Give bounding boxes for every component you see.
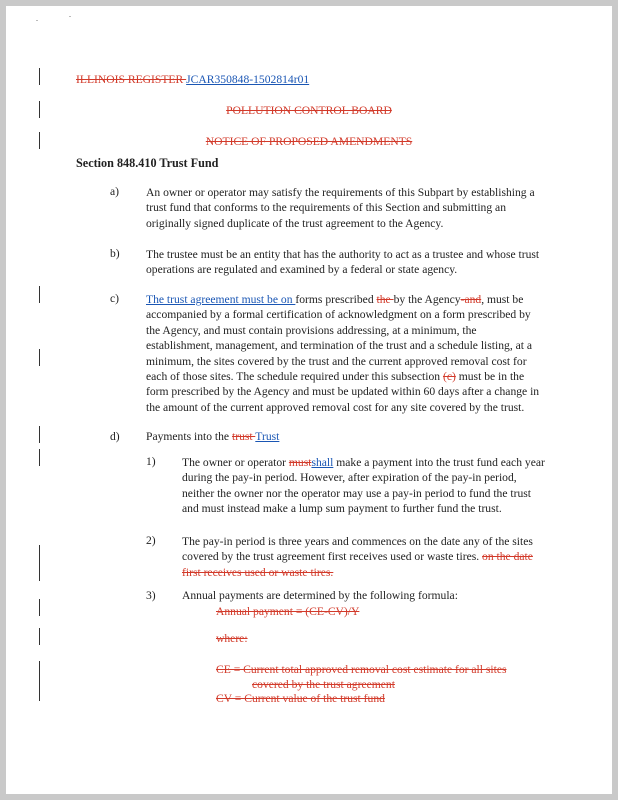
inserted-text: shall [311,456,334,469]
change-bar [39,449,40,466]
section-title: Section 848.410 Trust Fund [76,156,219,170]
change-bar [39,426,40,443]
formula-where: where: [216,632,248,645]
deleted-text: trust [231,430,256,443]
scan-speck [36,20,38,21]
deleted-text: must [288,456,312,469]
board-name: POLLUTION CONTROL BOARD [226,104,392,117]
text-run: make a payment into the trust fund each year during the pay-in period. However, after expiration of the pay-in period, neither the owner nor the operator may use a pay-in period to fund the trust and must instead make a lump sum payment to further fund the trust. [182,456,545,516]
change-bar [39,628,40,645]
text-run: , must be accompanied by a formal certification of acknowledgment on a form prescribed by the Agency, and must contain provisions addressing, at a minimum, the establishment, management, and termination of the trust and a schedule listing, at a minimum, the sites covered by the trust and the current approved removal cost for each of those sites. The schedule required under this subsection [146,293,533,384]
deleted-text: on the date first receives used or waste tires. [182,550,533,579]
subitem-text-3: Annual payments are determined by the following formula: [182,589,458,602]
subitem-text-1 [182,455,548,517]
deleted-text: the [376,293,394,306]
formula-ce-continued: covered by the trust agreement [252,678,395,691]
item-text-a: An owner or operator may satisfy the requirements of this Subpart by establishing a trust fund that conforms to the requirements of this Section and submitting an originally signed duplicate of the trust agreement to the Agency. [146,186,535,230]
item-label-b: b) [110,247,120,260]
item-text-d [146,430,279,443]
subitem-label-3: 3) [146,589,156,602]
document-page [6,6,612,794]
item-label-a: a) [110,185,120,198]
board-name-wrap [6,104,612,117]
change-bar [39,286,40,303]
subitem-label-2: 2) [146,534,156,547]
inserted-text: The trust agreement must be on [146,293,296,306]
text-run: The pay-in period is three years and commences on the date any of the sites covered by the trust agreement first receives used or waste tires. [182,535,533,564]
notice-title-wrap [6,135,612,148]
text-run: The owner or operator [182,456,289,469]
subitem-text-2 [182,534,548,580]
formula-cv: CV = Current value of the trust fund [216,692,385,705]
text-run: Payments into the [146,430,232,443]
inserted-text: Trust [255,430,280,443]
change-bar [39,349,40,366]
change-bar [39,661,40,701]
register-header [76,73,309,86]
subitem-label-1: 1) [146,455,156,468]
item-text-c [146,292,546,415]
register-name: ILLINOIS REGISTER [76,73,187,86]
deleted-text: (c) [442,370,456,384]
text-run: by the Agency [393,293,461,306]
item-text-b: The trustee must be an entity that has the authority to act as a trustee and whose trust operations are regulated and examined by a federal or state agency. [146,248,540,277]
text-run: forms prescribed [295,293,377,306]
change-bar [39,68,40,85]
scan-speck [69,16,71,17]
change-bar [39,599,40,616]
item-label-d: d) [110,430,120,443]
deleted-text: -and [460,293,482,306]
jcar-code: JCAR350848-1502814r01 [186,73,310,86]
text-run: must be in the form prescribed by the Agency and must be updated within 60 days after a change in the amount of the current approved removal cost for any site covered by the trust. [146,370,540,414]
formula-ce: CE = Current total approved removal cost estimate for all sites [216,663,507,676]
change-bar [39,545,40,581]
notice-title: NOTICE OF PROPOSED AMENDMENTS [205,135,413,148]
formula-equation: Annual payment = (CE-CV)/Y [216,605,360,618]
item-label-c: c) [110,292,120,305]
